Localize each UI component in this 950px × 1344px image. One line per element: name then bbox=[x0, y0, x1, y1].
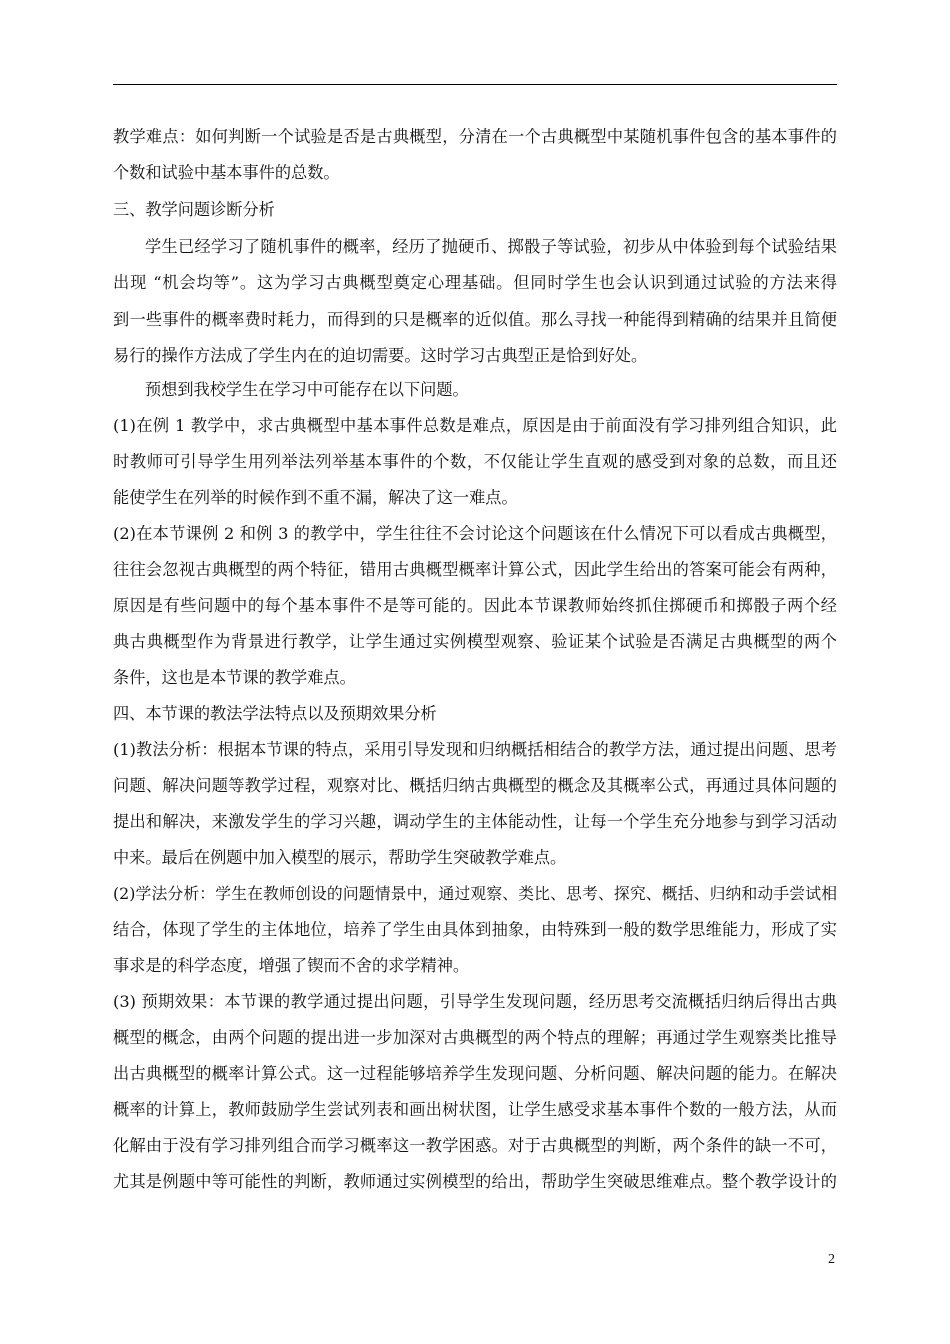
text-line: 预想到我校学生在学习中可能存在以下问题。 bbox=[145, 380, 469, 399]
text-line: 往往会忽视古典概型的两个特征，错用古典概型概率计算公式，因此学生给出的答案可能会有两种， bbox=[113, 560, 837, 579]
text-line: (2)学法分析：学生在教师创设的问题情景中，通过观察、类比、思考、探究、概括、归纳和动手尝试相 bbox=[113, 884, 837, 903]
section-heading: 四、本节课的教法学法特点以及预期效果分析 bbox=[113, 704, 437, 723]
text-line: 化解由于没有学习排列组合而学习概率这一教学困惑。对于古典概型的判断，两个条件的缺一不可， bbox=[113, 1136, 837, 1155]
text-line: 个数和试验中基本事件的总数。 bbox=[113, 163, 340, 182]
text-line: 学生已经学习了随机事件的概率，经历了抛硬币、掷骰子等试验，初步从中体验到每个试验结果 bbox=[145, 237, 837, 256]
text-line: 提出和解决，来激发学生的学习兴趣，调动学生的主体能动性，让每一个学生充分地参与到学习活动 bbox=[113, 812, 837, 831]
text-line: (3) 预期效果：本节课的教学通过提出问题，引导学生发现问题，经历思考交流概括归纳后得出古典 bbox=[113, 992, 837, 1011]
text-line: 事求是的科学态度，增强了锲而不舍的求学精神。 bbox=[113, 956, 470, 975]
text-line: 概率的计算上，教师鼓励学生尝试列表和画出树状图，让学生感受求基本事件个数的一般方法，从而 bbox=[113, 1100, 837, 1119]
text-line: 中来。最后在例题中加入模型的展示，帮助学生突破教学难点。 bbox=[113, 848, 567, 867]
text-line: 典古典概型作为背景进行教学，让学生通过实例模型观察、验证某个试验是否满足古典概型的两个 bbox=[113, 632, 837, 651]
text-line: (1)在例 1 教学中，求古典概型中基本事件总数是难点，原因是由于前面没有学习排列组合知识，此 bbox=[113, 416, 837, 435]
text-line: 易行的操作方法成了学生内在的迫切需要。这时学习古典型正是恰到好处。 bbox=[113, 346, 648, 365]
text-line: 问题、解决问题等教学过程，观察对比、概括归纳古典概型的概念及其概率公式，再通过具体问题的 bbox=[113, 776, 837, 795]
text-line: 条件，这也是本节课的教学难点。 bbox=[113, 668, 356, 687]
text-line: 结合，体现了学生的主体地位，培养了学生由具体到抽象，由特殊到一般的数学思维能力，形成了实 bbox=[113, 920, 837, 939]
text-line: 到一些事件的概率费时耗力，而得到的只是概率的近似值。那么寻找一种能得到精确的结果并且简便 bbox=[113, 310, 837, 329]
text-line: 能使学生在列举的时候作到不重不漏，解决了这一难点。 bbox=[113, 488, 518, 507]
text-line: 时教师可引导学生用列举法列举基本事件的个数，不仅能让学生直观的感受到对象的总数，而且还 bbox=[113, 452, 837, 471]
page-number: 2 bbox=[828, 1252, 835, 1267]
section-heading: 三、教学问题诊断分析 bbox=[113, 200, 275, 219]
text-line: 教学难点：如何判断一个试验是否是古典概型，分清在一个古典概型中某随机事件包含的基本事件的 bbox=[113, 127, 837, 146]
text-line: 原因是有些问题中的每个基本事件不是等可能的。因此本节课教师始终抓住掷硬币和掷骰子两个经 bbox=[113, 596, 837, 615]
header-rule bbox=[113, 84, 837, 85]
text-line: (2)在本节课例 2 和例 3 的教学中，学生往往不会讨论这个问题该在什么情况下可以看成古典概型， bbox=[113, 524, 837, 543]
text-line: (1)教法分析：根据本节课的特点，采用引导发现和归纳概括相结合的教学方法，通过提出问题、思考 bbox=[113, 740, 837, 759]
text-line: 出古典概型的概率计算公式。这一过程能够培养学生发现问题、分析问题、解决问题的能力。在解决 bbox=[113, 1064, 837, 1083]
text-line: 尤其是例题中等可能性的判断，教师通过实例模型的给出，帮助学生突破思维难点。整个教学设计的 bbox=[113, 1172, 837, 1191]
text-line: 概型的概念，由两个问题的提出进一步加深对古典概型的两个特点的理解；再通过学生观察类比推导 bbox=[113, 1028, 837, 1047]
text-line: 出现 “机会均等”。这为学习古典概型奠定心理基础。但同时学生也会认识到通过试验的方法来得 bbox=[113, 273, 837, 292]
